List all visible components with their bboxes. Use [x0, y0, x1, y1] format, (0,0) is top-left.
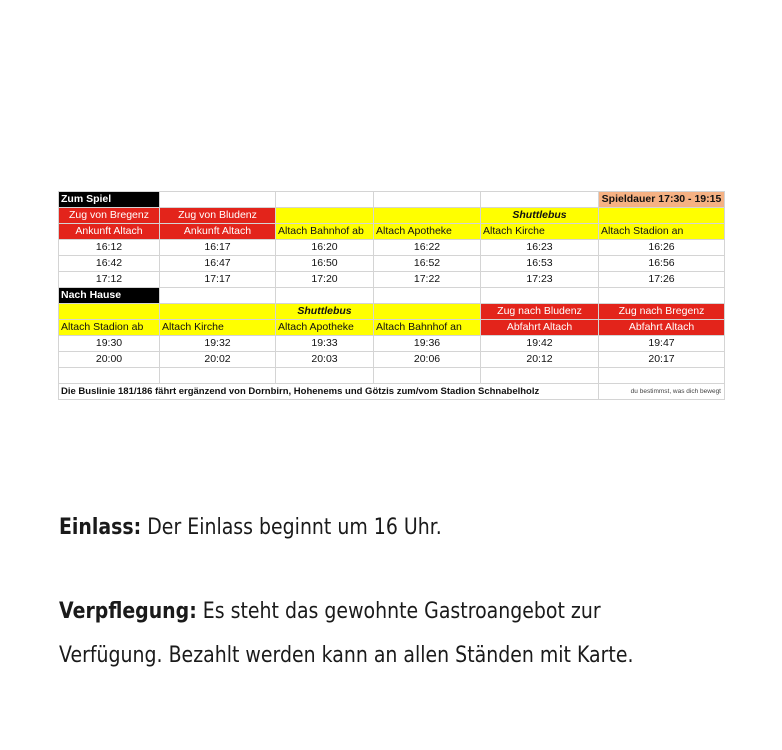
spieldauer-label: Spieldauer 17:30 - 19:15	[599, 192, 725, 208]
stop-label: Altach Apotheke	[276, 320, 374, 336]
time-cell: 19:30	[59, 336, 160, 352]
time-cell: 16:22	[374, 240, 481, 256]
time-cell: 19:33	[276, 336, 374, 352]
stop-label: Altach Kirche	[160, 320, 276, 336]
table-row	[59, 352, 725, 368]
time-cell: 19:36	[374, 336, 481, 352]
table-row	[59, 256, 725, 272]
header-zug-nach-bregenz: Zug nach Bregenz	[599, 304, 725, 320]
header-zug-nach-bludenz: Zug nach Bludenz	[481, 304, 599, 320]
stop-label: Altach Bahnhof an	[374, 320, 481, 336]
table-row	[59, 304, 725, 320]
verpflegung-paragraph-2	[59, 634, 661, 678]
time-cell: 17:22	[374, 272, 481, 288]
stop-label: Altach Stadion an	[599, 224, 725, 240]
time-cell: 17:17	[160, 272, 276, 288]
time-cell: 19:47	[599, 336, 725, 352]
table-row	[59, 208, 725, 224]
time-cell: 17:12	[59, 272, 160, 288]
time-cell: 16:26	[599, 240, 725, 256]
time-cell: 20:12	[481, 352, 599, 368]
shuttle-schedule-image	[58, 191, 724, 406]
einlass-label: Einlass:	[59, 515, 142, 540]
time-cell: 16:20	[276, 240, 374, 256]
time-cell: 16:50	[276, 256, 374, 272]
time-cell: 20:03	[276, 352, 374, 368]
time-cell: 16:23	[481, 240, 599, 256]
stop-label: Altach Apotheke	[374, 224, 481, 240]
table-row	[59, 384, 725, 400]
table-row	[59, 272, 725, 288]
table-row	[59, 240, 725, 256]
schedule-table	[58, 191, 725, 400]
section-zum-spiel: Zum Spiel	[59, 192, 160, 208]
time-cell: 19:32	[160, 336, 276, 352]
time-cell: 17:26	[599, 272, 725, 288]
time-cell: 17:20	[276, 272, 374, 288]
time-cell: 16:56	[599, 256, 725, 272]
time-cell: 16:12	[59, 240, 160, 256]
header-ankunft: Ankunft Altach	[59, 224, 160, 240]
time-cell: 19:42	[481, 336, 599, 352]
time-cell: 16:42	[59, 256, 160, 272]
header-zug-bregenz: Zug von Bregenz	[59, 208, 160, 224]
time-cell: 16:53	[481, 256, 599, 272]
time-cell: 20:06	[374, 352, 481, 368]
time-cell: 16:47	[160, 256, 276, 272]
header-ankunft: Ankunft Altach	[160, 224, 276, 240]
table-row	[59, 368, 725, 384]
time-cell: 16:52	[374, 256, 481, 272]
event-info	[59, 506, 661, 678]
header-zug-bludenz: Zug von Bludenz	[160, 208, 276, 224]
table-row	[59, 224, 725, 240]
stop-label: Altach Bahnhof ab	[276, 224, 374, 240]
table-row	[59, 192, 725, 208]
verpflegung-label: Verpflegung:	[59, 599, 197, 624]
verpflegung-text: Es steht das gewohnte Gastroangebot zur	[196, 599, 601, 624]
header-abfahrt: Abfahrt Altach	[481, 320, 599, 336]
header-shuttlebus: Shuttlebus	[481, 208, 599, 224]
stop-label: Altach Kirche	[481, 224, 599, 240]
time-cell: 17:23	[481, 272, 599, 288]
vmobil-logo-cell	[599, 384, 725, 400]
time-cell: 16:17	[160, 240, 276, 256]
verpflegung-paragraph	[59, 590, 661, 634]
vmobil-tagline: du bestimmst, was dich bewegt	[630, 388, 721, 395]
table-row	[59, 288, 725, 304]
time-cell: 20:17	[599, 352, 725, 368]
table-row	[59, 336, 725, 352]
section-nach-hause: Nach Hause	[59, 288, 160, 304]
einlass-text: Der Einlass beginnt um 16 Uhr.	[141, 515, 442, 540]
stop-label: Altach Stadion ab	[59, 320, 160, 336]
header-abfahrt: Abfahrt Altach	[599, 320, 725, 336]
verpflegung-text-2: Verfügung. Bezahlt werden kann an allen Ständen mit Karte.	[59, 643, 634, 668]
table-row	[59, 320, 725, 336]
time-cell: 20:00	[59, 352, 160, 368]
einlass-paragraph	[59, 506, 661, 550]
header-shuttlebus: Shuttlebus	[276, 304, 374, 320]
time-cell: 20:02	[160, 352, 276, 368]
schedule-footer-note: Die Buslinie 181/186 fährt ergänzend von Dornbirn, Hohenems und Götzis zum/vom Stadion Schnabelholz	[59, 384, 599, 400]
